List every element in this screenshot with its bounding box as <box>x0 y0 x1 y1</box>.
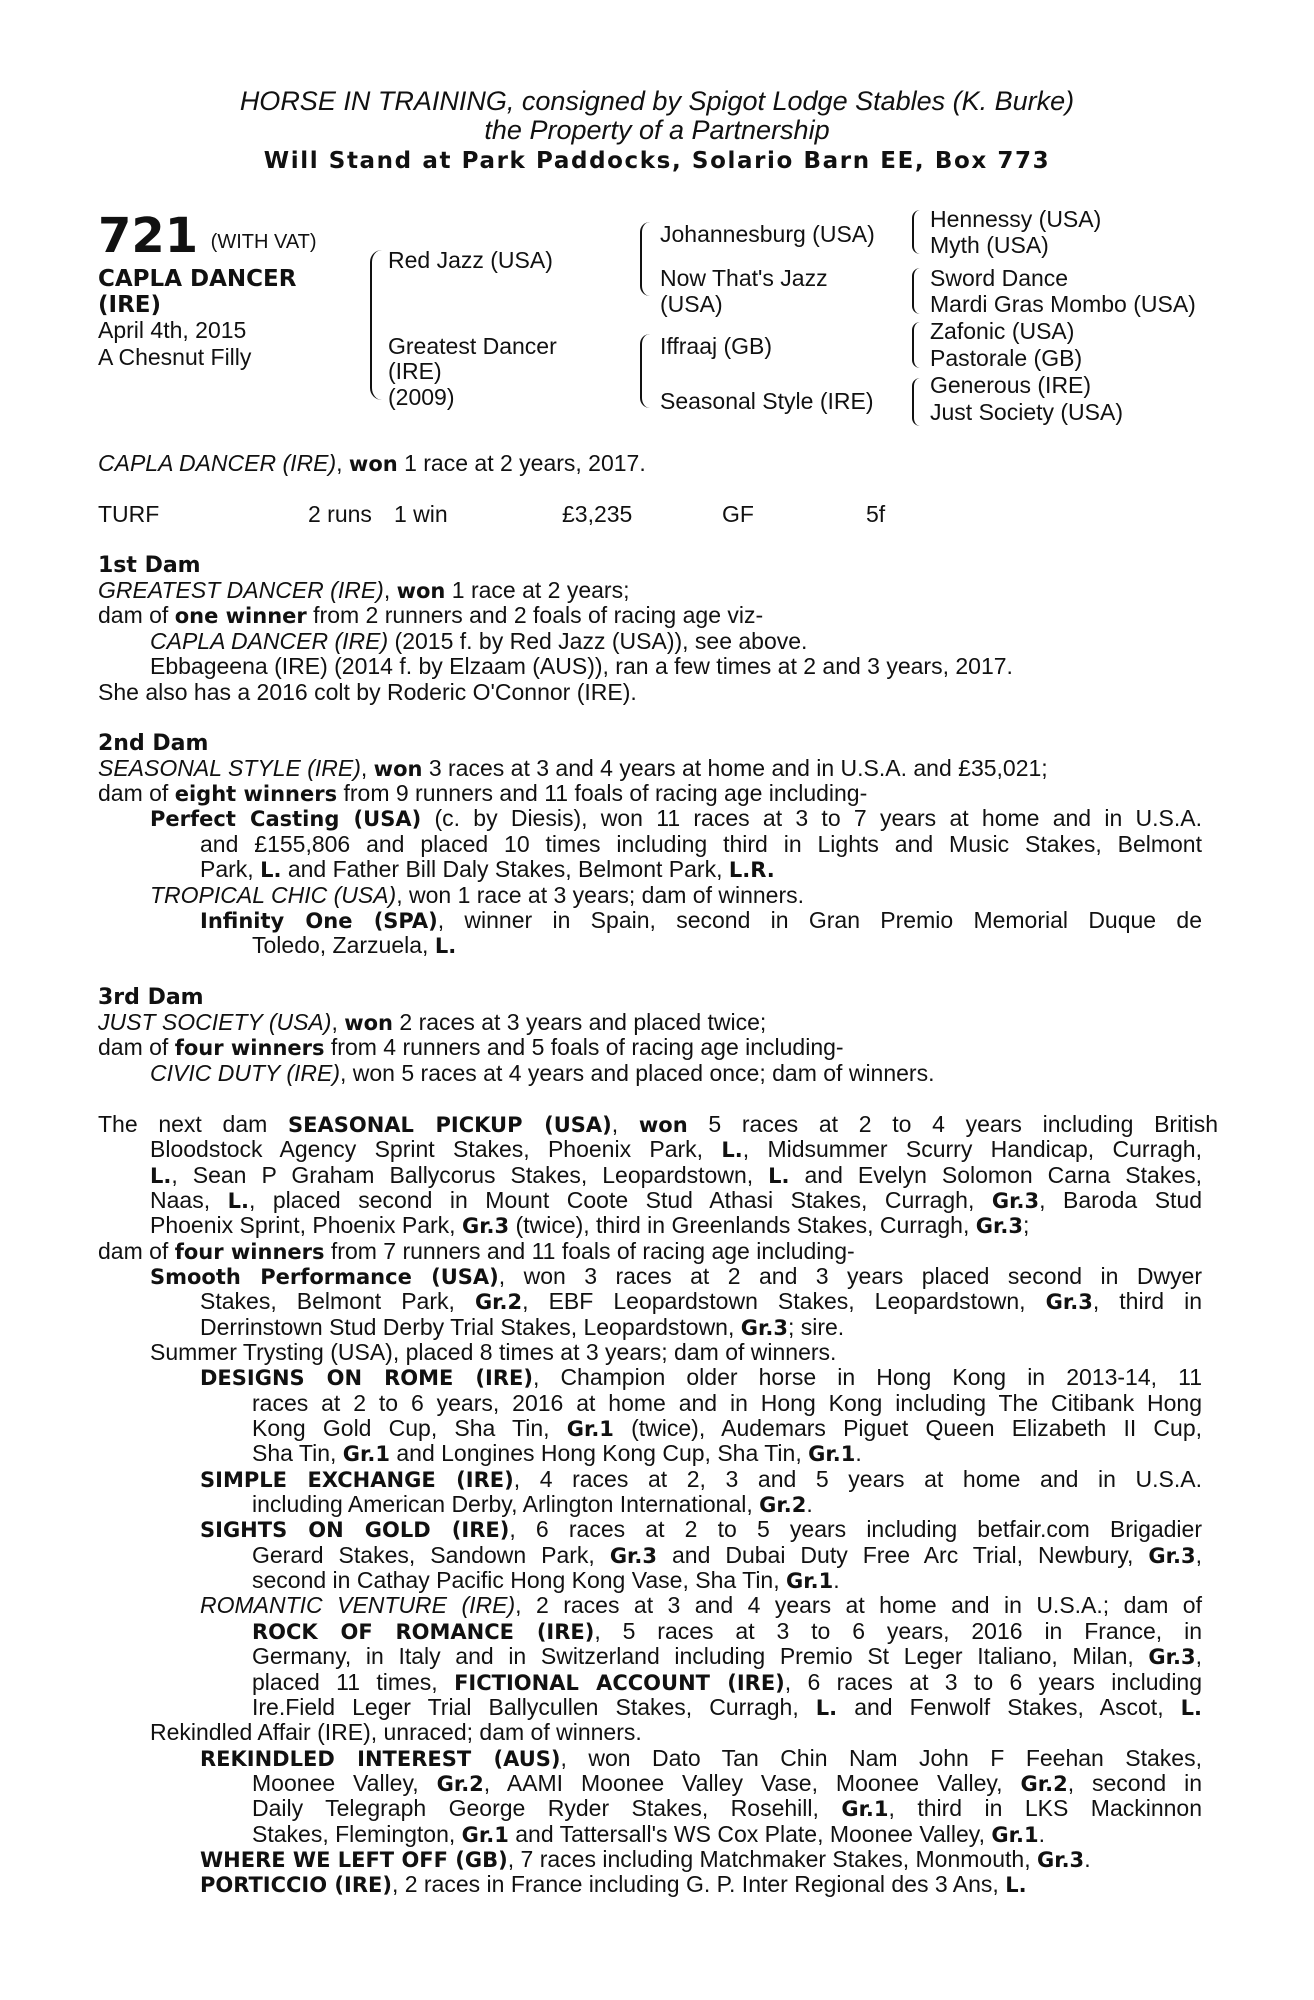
dam-sire-dam: Pastorale (GB) <box>930 345 1083 371</box>
next-dam-produce-item: Stakes, Belmont Park, Gr.2, EBF Leopardstown Stakes, Leopardstown, Gr.3, third in <box>200 1288 1202 1314</box>
next-dam-produce-item: Rekindled Affair (IRE), unraced; dam of winners. <box>150 1719 642 1745</box>
third-dam-produce-item: CIVIC DUTY (IRE), won 5 races at 4 years and placed once; dam of winners. <box>150 1060 935 1086</box>
sire-dam-dam: Mardi Gras Mombo (USA) <box>930 291 1196 317</box>
ownership-line: the Property of a Partnership <box>484 115 830 145</box>
next-dam-grand-produce: SIGHTS ON GOLD (IRE), 6 races at 2 to 5 years including betfair.com Brigadier <box>200 1516 1202 1542</box>
next-dam-grand-produce: Kong Gold Cup, Sha Tin, Gr.1 (twice), Audemars Piguet Queen Elizabeth II Cup, <box>252 1415 1203 1441</box>
next-dam-line: The next dam SEASONAL PICKUP (USA), won 5 races at 2 to 4 years including British <box>98 1111 1218 1137</box>
second-dam-line: SEASONAL STYLE (IRE), won 3 races at 3 and 4 years at home and in U.S.A. and £35,021; <box>98 755 1048 781</box>
first-dam-line: GREATEST DANCER (IRE), won 1 race at 2 years; <box>98 577 630 603</box>
second-dam-produce-item: Infinity One (SPA), winner in Spain, second in Gran Premio Memorial Duque de <box>200 907 1202 933</box>
dam-sire-sire: Zafonic (USA) <box>930 318 1075 344</box>
sire-dam-sire: Sword Dance <box>930 265 1069 291</box>
first-dam-heading: 1st Dam <box>98 553 201 578</box>
dam-suffix: (IRE) <box>388 358 442 384</box>
pedigree-brace-gen3-3 <box>912 322 920 368</box>
first-dam-produce-item: CAPLA DANCER (IRE) (2015 f. by Red Jazz (USA)), see above. <box>150 628 808 654</box>
first-dam-produce-summary: dam of one winner from 2 runners and 2 foals of racing age viz- <box>98 602 764 628</box>
next-dam-grand-produce: Stakes, Flemington, Gr.1 and Tattersall's WS Cox Plate, Moonee Valley, Gr.1. <box>252 1821 1045 1847</box>
lot-block <box>98 208 317 264</box>
next-dam-grand-produce: ROMANTIC VENTURE (IRE), 2 races at 3 and 4 years at home and in U.S.A.; dam of <box>200 1592 1202 1618</box>
sire-sire: Johannesburg (USA) <box>660 221 875 247</box>
second-dam-produce-item: and £155,806 and placed 10 times including third in Lights and Music Stakes, Belmont <box>200 831 1202 857</box>
first-dam-note: She also has a 2016 colt by Roderic O'Connor (IRE). <box>98 679 637 705</box>
second-dam-heading: 2nd Dam <box>98 731 209 756</box>
next-dam-grand-produce: WHERE WE LEFT OFF (GB), 7 races including Matchmaker Stakes, Monmouth, Gr.3. <box>200 1846 1091 1872</box>
sire-dam-suffix: (USA) <box>660 291 723 317</box>
horse-name: CAPLA DANCER <box>98 266 297 292</box>
second-dam-produce-summary: dam of eight winners from 9 runners and 11 foals of racing age including- <box>98 780 868 806</box>
next-dam-grand-produce: races at 2 to 6 years, 2016 at home and in Hong Kong including The Citibank Hong <box>252 1390 1202 1416</box>
sire-sire-sire: Hennessy (USA) <box>930 206 1102 232</box>
next-dam-record: Bloodstock Agency Sprint Stakes, Phoenix Park, L., Midsummer Scurry Handicap, Curragh, <box>150 1136 1202 1162</box>
next-dam-produce-summary: dam of four winners from 7 runners and 11 foals of racing age including- <box>98 1238 855 1264</box>
second-dam-produce-item: Toledo, Zarzuela, L. <box>252 932 457 958</box>
third-dam-heading: 3rd Dam <box>98 985 204 1010</box>
next-dam-grand-produce: PORTICCIO (IRE), 2 races in France including G. P. Inter Regional des 3 Ans, L. <box>200 1871 1027 1897</box>
turf-surface: TURF <box>98 501 160 527</box>
lot-number: 721 <box>98 208 199 264</box>
vat-label: (WITH VAT) <box>210 231 317 253</box>
pedigree-brace-gen3-1 <box>912 210 920 254</box>
turf-prize: £3,235 <box>562 501 633 527</box>
pedigree-brace-sire <box>640 222 650 296</box>
next-dam-produce-item: Smooth Performance (USA), won 3 races at 2 and 3 years placed second in Dwyer <box>150 1263 1202 1289</box>
pedigree-brace-main <box>370 250 382 400</box>
consignor-line: HORSE IN TRAINING, consigned by Spigot Lodge Stables (K. Burke) <box>239 86 1075 116</box>
next-dam-produce-item: Derrinstown Stud Derby Trial Stakes, Leopardstown, Gr.3; sire. <box>200 1314 845 1340</box>
foaling-date: April 4th, 2015 <box>98 317 247 343</box>
dam: Greatest Dancer <box>388 333 557 359</box>
dam-year: (2009) <box>388 384 455 410</box>
next-dam-grand-produce: DESIGNS ON ROME (IRE), Champion older horse in Hong Kong in 2013-14, 11 <box>200 1364 1202 1390</box>
next-dam-record: L., Sean P Graham Ballycorus Stakes, Leopardstown, L. and Evelyn Solomon Carna Stakes, <box>150 1162 1203 1188</box>
next-dam-grand-produce: Gerard Stakes, Sandown Park, Gr.3 and Dubai Duty Free Arc Trial, Newbury, Gr.3, <box>252 1542 1203 1568</box>
dam-sire: Iffraaj (GB) <box>660 333 773 359</box>
next-dam-grand-produce: SIMPLE EXCHANGE (IRE), 4 races at 2, 3 and 5 years at home and in U.S.A. <box>200 1466 1202 1492</box>
turf-going: GF <box>722 501 754 527</box>
location-line: Will Stand at Park Paddocks, Solario Barn EE, Box 773 <box>263 148 1051 174</box>
pedigree-brace-gen3-2 <box>912 268 920 314</box>
second-dam-produce-item: TROPICAL CHIC (USA), won 1 race at 3 years; dam of winners. <box>150 882 805 908</box>
next-dam-grand-produce: Sha Tin, Gr.1 and Longines Hong Kong Cup, Sha Tin, Gr.1. <box>252 1440 862 1466</box>
sire: Red Jazz (USA) <box>388 247 553 273</box>
next-dam-grand-produce: including American Derby, Arlington International, Gr.2. <box>252 1491 813 1517</box>
horse-description: A Chesnut Filly <box>98 344 252 370</box>
next-dam-grand-produce: Moonee Valley, Gr.2, AAMI Moonee Valley Vase, Moonee Valley, Gr.2, second in <box>252 1770 1203 1796</box>
third-dam-line: JUST SOCIETY (USA), won 2 races at 3 years and placed twice; <box>98 1009 767 1035</box>
turf-runs: 2 runs <box>308 501 372 527</box>
next-dam-grand-produce: second in Cathay Pacific Hong Kong Vase, Sha Tin, Gr.1. <box>252 1567 840 1593</box>
dam-dam-sire: Generous (IRE) <box>930 372 1092 398</box>
second-dam-produce-item: Perfect Casting (USA) (c. by Diesis), won 11 races at 3 to 7 years at home and in U.S.A. <box>150 805 1202 831</box>
race-summary: CAPLA DANCER (IRE), won 1 race at 2 years, 2017. <box>98 450 646 476</box>
next-dam-grand-produce: Daily Telegraph George Ryder Stakes, Rosehill, Gr.1, third in LKS Mackinnon <box>252 1795 1203 1821</box>
next-dam-great-grand-produce: ROCK OF ROMANCE (IRE), 5 races at 3 to 6 years, 2016 in France, in <box>252 1618 1202 1644</box>
turf-distance: 5f <box>866 501 886 527</box>
next-dam-great-grand-produce: Ire.Field Leger Trial Ballycullen Stakes, Curragh, L. and Fenwolf Stakes, Ascot, L. <box>252 1694 1202 1720</box>
first-dam-produce-item: Ebbageena (IRE) (2014 f. by Elzaam (AUS)), ran a few times at 2 and 3 years, 2017. <box>150 653 1013 679</box>
turf-wins: 1 win <box>394 501 448 527</box>
next-dam-great-grand-produce: placed 11 times, FICTIONAL ACCOUNT (IRE), 6 races at 3 to 6 years including <box>252 1669 1203 1695</box>
next-dam-record: Phoenix Sprint, Phoenix Park, Gr.3 (twice), third in Greenlands Stakes, Curragh, Gr.3; <box>150 1212 1030 1238</box>
next-dam-produce-item: Summer Trysting (USA), placed 8 times at 3 years; dam of winners. <box>150 1339 837 1365</box>
summary-horse-name: CAPLA DANCER (IRE) <box>98 450 337 476</box>
next-dam-record: Naas, L., placed second in Mount Coote Stud Athasi Stakes, Curragh, Gr.3, Baroda Stud <box>150 1187 1203 1213</box>
next-dam-great-grand-produce: Germany, in Italy and in Switzerland including Premio St Leger Italiano, Milan, Gr.3, <box>252 1643 1203 1669</box>
third-dam-produce-summary: dam of four winners from 4 runners and 5 foals of racing age including- <box>98 1034 844 1060</box>
sire-sire-dam: Myth (USA) <box>930 232 1049 258</box>
pedigree-brace-gen3-4 <box>912 378 920 426</box>
horse-name-suffix: (IRE) <box>98 292 162 318</box>
next-dam-grand-produce: REKINDLED INTEREST (AUS), won Dato Tan Chin Nam John F Feehan Stakes, <box>200 1745 1202 1771</box>
second-dam-produce-item: Park, L. and Father Bill Daly Stakes, Belmont Park, L.R. <box>200 856 775 882</box>
dam-dam: Seasonal Style (IRE) <box>660 388 874 414</box>
pedigree-brace-dam <box>640 334 650 408</box>
sire-dam: Now That's Jazz <box>660 265 828 291</box>
dam-dam-dam: Just Society (USA) <box>930 399 1123 425</box>
